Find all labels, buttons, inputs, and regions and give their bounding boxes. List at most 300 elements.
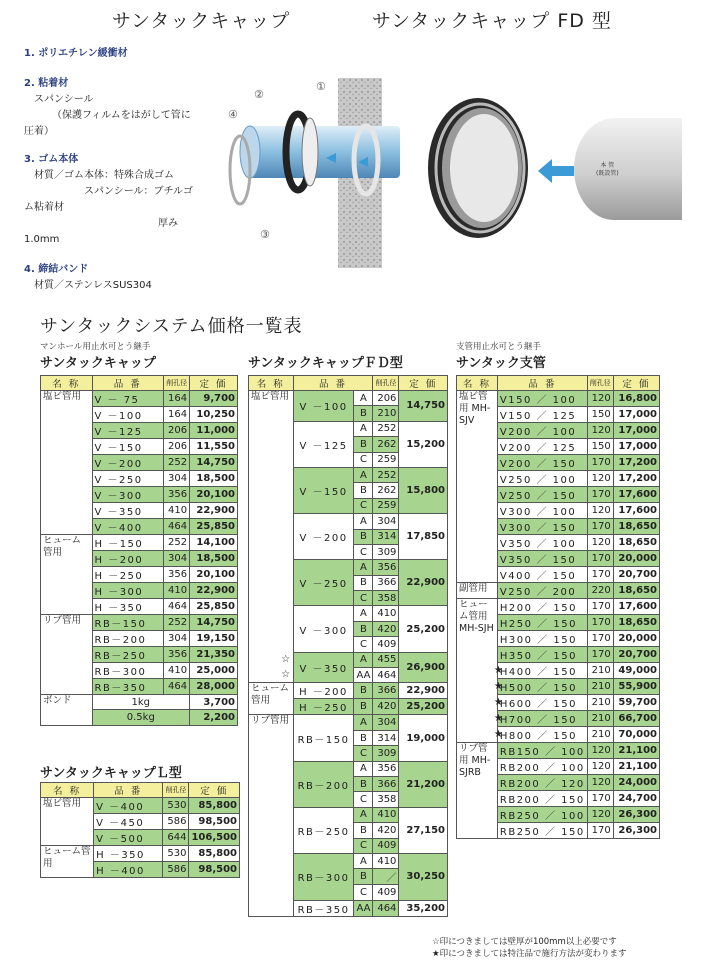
category-cell: リブ管用 [41,615,93,695]
price-cell: 22,900 [399,560,448,606]
part-cell: RB200 ／ 150 [497,791,587,807]
t3-title: サンタック支管 [456,356,546,371]
sub-code-cell: C [354,591,373,606]
fd-ring-image [416,88,536,248]
sub-code-cell: B [354,529,373,544]
price-cell: 25,200 [399,699,448,715]
hole-cell: 170 [587,647,613,663]
hole-cell: 120 [587,807,613,823]
part-cell: H400 ／ 150 [497,663,587,679]
sub-code-cell: A [354,853,373,868]
hole-cell: 586 [163,814,189,830]
price-cell: 11,000 [190,423,238,439]
feature-line: ム粘着材 [24,202,64,213]
part-cell: H －400 [94,862,163,878]
hole-cell: 170 [587,519,613,535]
col-hole: 削孔径 [164,376,190,391]
hole-cell: 252 [373,467,399,482]
col-price: 定 価 [189,783,240,798]
part-cell: V －250 [293,560,354,606]
part-cell: V250 ／ 100 [497,471,587,487]
price-table-branch [456,375,660,839]
part-cell: H －350 [92,599,164,615]
hole-cell: 464 [373,668,399,683]
price-cell: 25,000 [190,663,238,679]
hole-cell: 304 [164,471,190,487]
hole-cell: 210 [373,406,399,421]
main-pipe-image [574,118,682,220]
hole-cell: 304 [373,715,399,730]
hole-cell: 120 [587,391,613,407]
hole-cell: 259 [373,452,399,467]
sub-code-cell: B [354,699,373,715]
title-santac-cap: サンタックキャップ [112,10,291,32]
price-cell: 17,000 [613,407,659,423]
hole-cell: 409 [373,637,399,652]
part-cell: V －125 [92,423,164,439]
price-cell: 70,000 [613,727,659,743]
part-cell: V350 ／ 100 [497,535,587,551]
table-row [41,615,238,631]
price-cell: 22,900 [190,583,238,599]
sub-code-cell: A [354,606,373,621]
hole-cell: 530 [163,798,189,814]
table-row [457,583,660,599]
part-cell: V －400 [92,519,164,535]
category-cell: リブ管用 [249,715,294,916]
price-cell: 66,700 [613,711,659,727]
sub-code-cell: A [354,652,373,667]
sub-code-cell: B [354,406,373,421]
sub-code-cell: A [354,421,373,436]
hole-cell: 530 [163,846,189,862]
feature-line: 厚み [158,218,178,229]
part-cell: V －100 [293,391,354,422]
col-hole: 削孔径 [587,376,613,391]
note-black-star: ★印につきましては特注品で施行方法が変わります [432,949,627,959]
price-cell: 21,350 [190,647,238,663]
price-cell: 18,650 [613,583,659,599]
hole-cell: 120 [587,503,613,519]
price-cell: 20,100 [190,567,238,583]
price-cell: 18,500 [190,551,238,567]
price-cell: 98,500 [189,862,240,878]
part-cell: H200 ／ 150 [497,599,587,615]
part-cell: H －150 [92,535,164,551]
hole-cell: 366 [373,776,399,791]
hole-cell: 150 [587,439,613,455]
price-cell: 55,900 [613,679,659,695]
part-cell: H －200 [92,551,164,567]
hole-cell: 410 [164,583,190,599]
price-cell: 98,500 [189,814,240,830]
part-cell: H700 ／ 150 [497,711,587,727]
part-cell: H500 ／ 150 [497,679,587,695]
sub-code-cell: B [354,683,373,699]
part-cell: V －350 [92,503,164,519]
part-cell: RB150 ／ 100 [497,743,587,759]
table-row [457,743,660,759]
price-cell: 14,100 [190,535,238,551]
part-cell: 0.5kg [92,710,190,725]
system-price-title: サンタックシステム価格一覧表 [40,316,303,337]
col-part: 品 番 [92,376,164,391]
part-cell: H －300 [92,583,164,599]
part-cell: RB－150 [92,615,164,631]
price-cell: 14,750 [399,391,448,422]
price-cell: 18,500 [190,471,238,487]
price-table-l [40,782,240,878]
star-mark: ★ [494,680,503,692]
sub-code-cell: A [354,715,373,730]
part-cell: V －350 [293,652,354,683]
hole-cell: 210 [587,695,613,711]
feature-2 [24,76,214,140]
hole-cell: 220 [587,583,613,599]
hole-cell: 464 [164,679,190,695]
sub-code-cell: A [354,807,373,822]
hole-cell: 304 [373,514,399,529]
price-cell: 17,200 [613,455,659,471]
col-price: 定 価 [190,376,238,391]
price-cell: 26,300 [613,823,659,839]
price-cell: 18,650 [613,535,659,551]
part-cell: RB250 ／ 150 [497,823,587,839]
table-row [41,391,238,407]
sub-code-cell: B [354,483,373,498]
sub-code-cell: C [354,838,373,853]
hole-cell: 170 [587,631,613,647]
part-cell: V －300 [293,606,354,652]
hole-cell: 259 [373,498,399,513]
part-cell: RB200 ／ 120 [497,775,587,791]
price-cell: 24,000 [613,775,659,791]
price-cell: 3,700 [190,695,238,710]
part-cell: H －350 [94,846,163,862]
hole-cell: 252 [373,421,399,436]
price-cell: 20,700 [613,567,659,583]
sub-code-cell: A [354,467,373,482]
hole-cell: 356 [164,487,190,503]
hole-cell: 170 [587,791,613,807]
part-cell: RB－250 [92,647,164,663]
part-cell: V －400 [94,798,163,814]
table-row [457,391,660,407]
part-cell: RB－350 [293,900,354,916]
feature-line: 材質／ステンレスSUS304 [34,280,152,291]
hole-cell: 409 [373,838,399,853]
category-cell: 塩ビ管用 [41,798,94,846]
sub-code-cell: C [354,452,373,467]
feature-line: 1.0mm [24,234,60,245]
hole-cell: 309 [373,544,399,559]
white-star-mark: ☆ [281,669,291,681]
category-cell: 塩ビ管用 [41,391,93,535]
t4-title: サンタックキャップＬ型 [40,766,182,781]
sub-code-cell: A [354,514,373,529]
hole-cell: 366 [373,575,399,590]
price-table-fd [248,375,448,917]
hole-cell: 170 [587,823,613,839]
hole-cell: 356 [373,761,399,776]
hole-cell: 120 [587,759,613,775]
callout-1: ① [316,80,326,93]
hole-cell: 170 [587,455,613,471]
hole-cell: 304 [164,551,190,567]
price-cell: 9,700 [190,391,238,407]
hole-cell: 120 [587,775,613,791]
star-mark: ★ [494,664,503,676]
hole-cell: 356 [373,560,399,575]
sub-code-cell: A [354,761,373,776]
price-cell: 26,300 [613,807,659,823]
hole-cell: 170 [587,615,613,631]
col-name: 名 称 [41,376,93,391]
part-cell: RB－300 [92,663,164,679]
price-cell: 20,700 [613,647,659,663]
hole-cell: 464 [164,519,190,535]
feature-title: 2. 粘着材 [24,78,69,89]
hole-cell: 410 [373,853,399,868]
part-cell: V200 ／ 100 [497,423,587,439]
hole-cell: 170 [587,567,613,583]
part-cell: V － 75 [92,391,164,407]
part-cell: RB－200 [293,761,354,807]
price-cell: 19,150 [190,631,238,647]
price-cell: 26,900 [399,652,448,683]
hole-cell: 304 [164,631,190,647]
part-cell: H －250 [92,567,164,583]
table-row [249,715,448,730]
hole-cell: 410 [373,606,399,621]
category-cell: 塩ビ管用 [249,391,294,683]
price-cell: 2,200 [190,710,238,725]
hole-cell: 210 [587,679,613,695]
sub-code-cell: AA [354,668,373,683]
col-name: 名 称 [41,783,94,798]
part-cell: RB200 ／ 100 [497,759,587,775]
hole-cell: 586 [163,862,189,878]
hole-cell: 420 [373,699,399,715]
star-mark: ★ [494,712,503,724]
sub-code-cell: B [354,575,373,590]
feature-title: 3. ゴム本体 [24,154,79,165]
col-name: 名 称 [249,376,294,391]
feature-3 [24,152,214,248]
price-cell: 18,650 [613,615,659,631]
price-cell: 35,200 [399,900,448,916]
part-cell: H －250 [293,699,354,715]
hole-cell: 170 [587,599,613,615]
part-cell: H300 ／ 150 [497,631,587,647]
price-cell: 14,750 [190,455,238,471]
price-cell: 25,850 [190,599,238,615]
price-cell: 28,000 [190,679,238,695]
col-hole: 削孔径 [163,783,189,798]
price-cell: 25,850 [190,519,238,535]
price-table-cap [40,375,238,726]
hole-cell: 120 [587,471,613,487]
category-cell: リブ管用 MH-SJRB [457,743,498,839]
hole-cell: 170 [587,551,613,567]
category-cell: ヒューム管用 MH-SJH [457,599,498,743]
pipe-label-1: 本 管 [600,162,615,169]
t2-title: サンタックキャップＦＤ型 [248,356,403,371]
hole-cell: 206 [373,391,399,406]
callout-3: ③ [260,228,270,241]
hole-cell: 358 [373,792,399,807]
category-cell: ヒューム管用 [249,683,294,715]
star-mark: ★ [494,728,503,740]
part-cell: V300 ／ 100 [497,503,587,519]
col-price: 定 価 [613,376,659,391]
price-cell: 27,150 [399,807,448,853]
sub-code-cell: B [354,776,373,791]
table-row [41,695,238,710]
col-name: 名 称 [457,376,498,391]
sub-code-cell: A [354,560,373,575]
price-cell: 20,100 [190,487,238,503]
hole-cell: 464 [164,599,190,615]
price-cell: 17,600 [613,503,659,519]
star-mark: ★ [494,696,503,708]
price-cell: 17,000 [613,423,659,439]
price-cell: 18,650 [613,519,659,535]
table-row [41,846,240,862]
part-cell: V200 ／ 150 [497,455,587,471]
hole-cell: 409 [373,885,399,900]
part-cell: RB－200 [92,631,164,647]
part-cell: RB－150 [293,715,354,761]
hole-cell: 206 [164,439,190,455]
price-cell: 11,550 [190,439,238,455]
price-cell: 21,100 [613,743,659,759]
price-cell: 14,750 [190,615,238,631]
part-cell: H800 ／ 150 [497,727,587,743]
table-row [41,535,238,551]
part-cell: V －300 [92,487,164,503]
sub-code-cell: B [354,869,373,885]
price-cell: 21,200 [399,761,448,807]
title-santac-cap-fd: サンタックキャップ FD 型 [372,10,612,32]
price-cell: 21,100 [613,759,659,775]
part-cell: V －200 [293,514,354,560]
hole-cell: 314 [373,730,399,745]
feature-line: （保護フィルムをはがして管に [52,110,191,121]
pipe-label-2: (既設管) [596,170,619,177]
price-cell: 20,000 [613,631,659,647]
feature-1 [24,46,214,62]
t1-title: サンタックキャップ [40,356,156,371]
price-cell: 17,850 [399,514,448,560]
hole-cell: 170 [587,487,613,503]
part-cell: 1kg [92,695,190,710]
sub-code-cell: AA [354,900,373,916]
price-cell: 85,800 [189,798,240,814]
hole-cell: 252 [164,615,190,631]
hole-cell: ／ [373,869,399,885]
t3-caption: 支管用止水可とう継手 [456,342,542,352]
hole-cell: 356 [164,567,190,583]
price-cell: 17,600 [613,487,659,503]
part-cell: V400 ／ 150 [497,567,587,583]
price-cell: 16,800 [613,391,659,407]
price-cell: 15,800 [399,467,448,513]
price-cell: 10,250 [190,407,238,423]
part-cell: H600 ／ 150 [497,695,587,711]
part-cell: V －100 [92,407,164,423]
part-cell: H250 ／ 150 [497,615,587,631]
price-cell: 30,250 [399,853,448,900]
sub-code-cell: C [354,792,373,807]
feature-title: 1. ポリエチレン緩衝材 [24,48,128,59]
sub-code-cell: B [354,823,373,838]
price-cell: 17,200 [613,471,659,487]
hole-cell: 410 [164,663,190,679]
price-cell: 85,800 [189,846,240,862]
hole-cell: 206 [164,423,190,439]
part-cell: V250 ／ 200 [497,583,587,599]
hole-cell: 410 [373,807,399,822]
sub-code-cell: C [354,746,373,761]
callout-4: ④ [228,108,238,121]
price-cell: 20,000 [613,551,659,567]
part-cell: V350 ／ 150 [497,551,587,567]
category-cell: ボンド [41,695,93,726]
hole-cell: 309 [373,746,399,761]
category-cell: ヒューム管用 [41,846,94,878]
col-part: 品 番 [293,376,373,391]
hole-cell: 210 [587,727,613,743]
feature-4 [24,262,214,294]
feature-line: 材質／ゴム本体：特殊合成ゴム [34,170,174,181]
sub-code-cell: A [354,391,373,406]
part-cell: V －125 [293,421,354,467]
part-cell: V －150 [293,467,354,513]
exploded-diagram [210,78,422,268]
col-part: 品 番 [94,783,163,798]
part-cell: V150 ／ 125 [497,407,587,423]
part-cell: V250 ／ 150 [497,487,587,503]
hole-cell: 150 [587,407,613,423]
note-white-star: ☆印につきましては壁厚が100mm以上必要です [432,937,617,947]
sub-code-cell: B [354,437,373,452]
price-cell: 59,700 [613,695,659,711]
col-price: 定 価 [399,376,448,391]
sub-code-cell: C [354,544,373,559]
sub-code-cell: B [354,621,373,636]
part-cell: V －250 [92,471,164,487]
category-cell: 塩ビ管用 MH-SJV [457,391,498,583]
hole-cell: 262 [373,437,399,452]
hole-cell: 455 [373,652,399,667]
part-cell: V200 ／ 125 [497,439,587,455]
part-cell: V150 ／ 100 [497,391,587,407]
sub-code-cell: C [354,637,373,652]
feature-line: スパンシール [34,94,94,105]
table-row [41,798,240,814]
hole-cell: 314 [373,529,399,544]
category-cell: ヒューム管用 [41,535,93,615]
part-cell: V －500 [94,830,163,846]
hole-cell: 464 [373,900,399,916]
hole-cell: 164 [164,391,190,407]
hole-cell: 252 [164,455,190,471]
t1-caption: マンホール用止水可とう継手 [40,342,151,352]
hole-cell: 164 [164,407,190,423]
price-cell: 24,700 [613,791,659,807]
sub-code-cell: C [354,885,373,900]
